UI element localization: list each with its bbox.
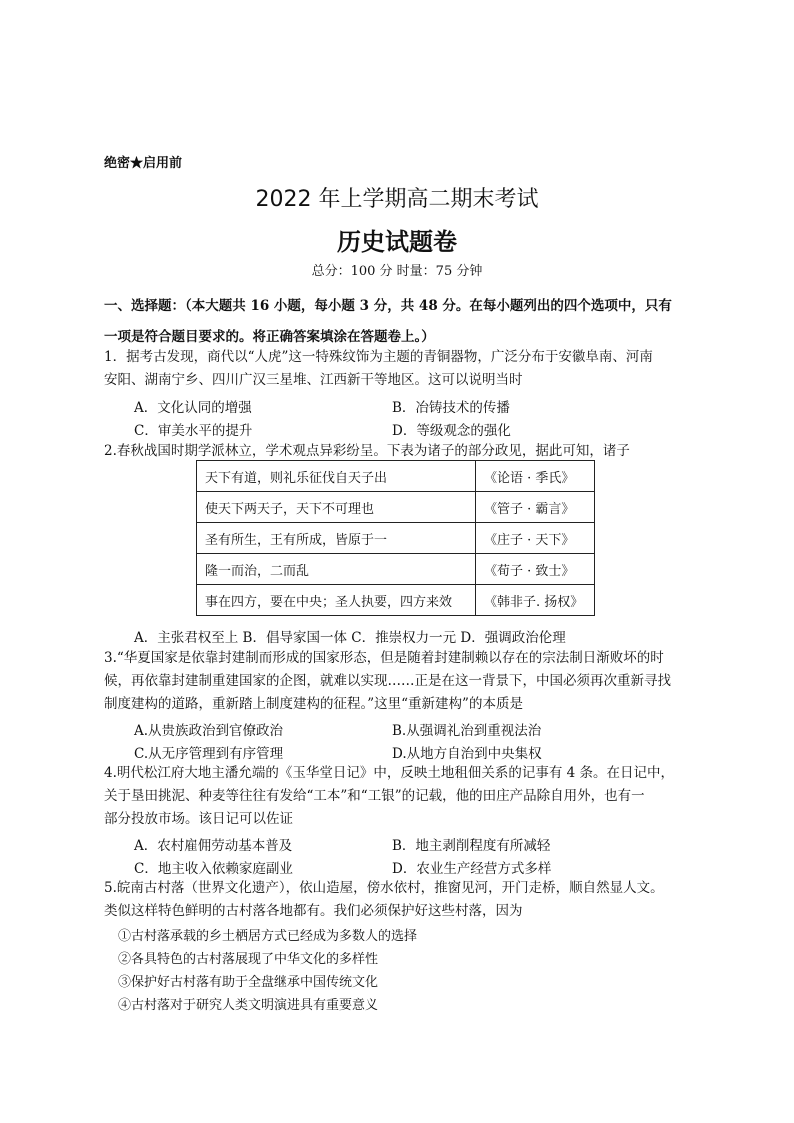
q5-statement-3: ③保护好古村落有助于全盘继承中国传统文化 [118, 975, 379, 990]
quote-cell: 圣有所生，王有所成，皆原于一 [197, 523, 476, 554]
table-row [197, 461, 595, 492]
q5-stem-line1: 5.皖南古村落（世界文化遗产），依山造屋，傍水依村，推窗见河，开门走桥，顺自然显人文。 [104, 880, 664, 896]
q4-stem-line3: 部分投放市场。该日记可以佐证 [104, 811, 293, 827]
q3-stem-line3: 制度建构的道路，重新踏上制度建构的征程。”这里“重新建构”的本质是 [104, 696, 523, 712]
exam-title: 2022 年上学期高二期末考试 [255, 187, 539, 212]
q5-statement-1: ①古村落承载的乡土栖居方式已经成为多数人的选择 [118, 929, 418, 944]
quote-cell: 事在四方，要在中央；圣人执要，四方来效 [197, 585, 476, 616]
q3-option-c: C.从无序管理到有序管理 [134, 746, 284, 762]
table-row [197, 585, 595, 616]
q2-quote-table [196, 460, 595, 616]
q4-option-b: B．地主剥削程度有所减轻 [392, 838, 551, 854]
q3-option-a: A.从贵族政治到官僚政治 [134, 723, 284, 739]
q1-stem-line1: 1．据考古发现，商代以“人虎”这一特殊纹饰为主题的青铜器物，广泛分布于安徽阜南、河南 [104, 349, 653, 365]
q1-stem-line2: 安阳、湖南宁乡、四川广汉三星堆、江西新干等地区。这可以说明当时 [104, 372, 523, 388]
quote-cell: 天下有道，则礼乐征伐自天子出 [197, 461, 476, 492]
q4-option-c: C．地主收入依赖家庭副业 [134, 861, 293, 877]
q5-stem-line2: 类似这样特色鲜明的古村落各地都有。我们必须保护好这些村落，因为 [104, 903, 523, 919]
q1-option-d: D．等级观念的强化 [392, 423, 511, 439]
table-row [197, 523, 595, 554]
quote-cell: 使天下两天子，天下不可理也 [197, 492, 476, 523]
section-instructions-line1: 一、选择题：（本大题共 16 小题，每小题 3 分，共 48 分。在每小题列出的四个选项中，只有 [104, 298, 672, 314]
source-cell: 《管子 · 霸言》 [476, 492, 595, 523]
q2-stem: 2.春秋战国时期学派林立，学术观点异彩纷呈。下表为诸子的部分政见，据此可知，诸子 [104, 443, 630, 459]
q5-statement-4: ④古村落对于研究人类文明演进具有重要意义 [118, 998, 379, 1013]
q3-stem-line2: 候，再依靠封建制重建国家的企图，就难以实现……正是在这一背景下，中国必须再次重新寻找 [104, 673, 671, 689]
source-cell: 《韩非子. 扬权》 [476, 585, 595, 616]
q4-option-d: D．农业生产经营方式多样 [392, 861, 552, 877]
quote-cell: 隆一而治，二而乱 [197, 554, 476, 585]
q4-stem-line1: 4.明代松江府大地主潘允端的《玉华堂日记》中，反映土地租佃关系的记事有 4 条。在日记中， [104, 765, 675, 781]
source-cell: 《庄子 · 天下》 [476, 523, 595, 554]
section-instructions-line2: 一项是符合题目要求的。将正确答案填涂在答题卷上。） [104, 329, 435, 345]
q3-option-b: B.从强调礼治到重视法治 [392, 723, 542, 739]
q5-statement-2: ②各具特色的古村落展现了中华文化的多样性 [118, 952, 379, 967]
q1-option-c: C．审美水平的提升 [134, 423, 253, 439]
confidential-label: 绝密★启用前 [104, 156, 183, 171]
q4-stem-line2: 关于垦田挑泥、种麦等往往有发给“工本”和“工银”的记载，他的田庄产品除自用外，也有一 [104, 788, 645, 804]
source-cell: 《荀子 · 致士》 [476, 554, 595, 585]
q3-option-d: D.从地方自治到中央集权 [392, 746, 542, 762]
exam-meta: 总分：100 分 时量：75 分钟 [311, 264, 483, 279]
q4-option-a: A．农村雇佣劳动基本普及 [134, 838, 293, 854]
q2-options: A．主张君权至上 B．倡导家国一体 C．推崇权力一元 D．强调政治伦理 [134, 630, 566, 646]
q3-stem-line1: 3.“华夏国家是依靠封建制而形成的国家形态，但是随着封建制赖以存在的宗法制日渐败坏的时 [104, 650, 664, 666]
source-cell: 《论语 · 季氏》 [476, 461, 595, 492]
q1-option-b: B．冶铸技术的传播 [392, 400, 510, 416]
table-row [197, 492, 595, 523]
exam-subtitle: 历史试题卷 [337, 228, 457, 256]
table-row [197, 554, 595, 585]
q1-option-a: A．文化认同的增强 [134, 400, 252, 416]
